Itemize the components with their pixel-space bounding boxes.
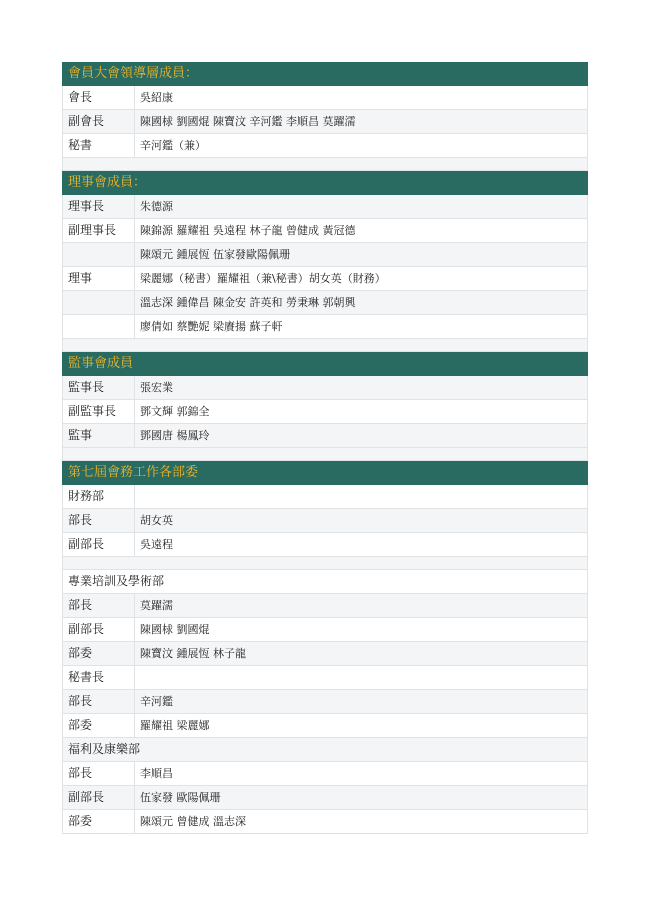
table-row xyxy=(63,86,587,110)
table-row xyxy=(63,424,587,448)
table-row xyxy=(63,134,587,158)
role-label: 副部長 xyxy=(63,533,135,556)
role-label: 部委 xyxy=(63,810,135,833)
table-row xyxy=(63,219,587,243)
role-label: 部委 xyxy=(63,642,135,665)
table-row xyxy=(63,618,587,642)
section-spacer xyxy=(63,557,587,570)
table-row xyxy=(63,594,587,618)
member-names: 溫志深 鍾偉昌 陳金安 許英和 勞秉琳 郭朝興 xyxy=(140,296,356,309)
member-names: 陳頌元 曾健成 溫志深 xyxy=(140,815,246,828)
role-label: 部長 xyxy=(63,509,135,532)
role-label: 副理事長 xyxy=(63,219,135,242)
section-header-departments: 第七屆會務工作各部委 xyxy=(62,461,588,485)
member-names: 吳紹康 xyxy=(140,91,173,104)
section-spacer xyxy=(63,158,587,171)
role-label: 理事長 xyxy=(63,195,135,218)
role-label: 副部長 xyxy=(63,618,135,641)
member-names: 胡女英 xyxy=(140,514,173,527)
table-row xyxy=(63,110,587,134)
role-label: 會長 xyxy=(63,86,135,109)
role-label: 部長 xyxy=(63,690,135,713)
table-row xyxy=(63,267,587,291)
member-names: 吳遠程 xyxy=(140,538,173,551)
member-names: 莫躍濡 xyxy=(140,599,173,612)
member-names: 廖倩如 蔡艷妮 梁賡揚 蘇子軒 xyxy=(140,320,283,333)
member-names: 張宏業 xyxy=(140,381,173,394)
section-header-supervisory: 監事會成員 xyxy=(62,352,588,376)
role-label xyxy=(63,291,135,314)
department-name-welfare: 福利及康樂部 xyxy=(63,738,587,762)
table-row xyxy=(63,315,587,339)
member-names: 鄧文輝 郭錦全 xyxy=(140,405,210,418)
table-row xyxy=(63,195,587,219)
empty-cell xyxy=(135,485,587,508)
table-row xyxy=(63,714,587,738)
department-name-label: 財務部 xyxy=(63,485,135,508)
member-names: 羅耀祖 梁麗娜 xyxy=(140,719,210,732)
table-row xyxy=(63,533,587,557)
table-row xyxy=(63,690,587,714)
member-names: 陳國梂 劉國焜 xyxy=(140,623,210,636)
section-table-general-assembly xyxy=(62,86,588,171)
department-name-label: 秘書長 xyxy=(63,666,135,689)
role-label: 監事 xyxy=(63,424,135,447)
role-label: 副監事長 xyxy=(63,400,135,423)
member-names: 梁麗娜（秘書）羅耀祖（兼\秘書）胡女英（財務） xyxy=(140,272,386,285)
member-names: 陳寶汶 鍾展恆 林子龍 xyxy=(140,647,246,660)
table-row xyxy=(63,810,587,834)
department-name-training: 專業培訓及學術部 xyxy=(63,570,587,594)
section-table-departments xyxy=(62,485,588,834)
role-label: 副會長 xyxy=(63,110,135,133)
table-row xyxy=(63,642,587,666)
member-names: 陳頌元 鍾展恆 伍家發歐陽佩珊 xyxy=(140,248,290,261)
roster-document xyxy=(62,62,588,834)
role-label xyxy=(63,243,135,266)
member-names: 朱德源 xyxy=(140,200,173,213)
member-names: 陳國梂 劉國焜 陳寶汶 辛河鑑 李順昌 莫躍濡 xyxy=(140,115,356,128)
member-names: 辛河鑑（兼） xyxy=(140,139,206,152)
section-spacer xyxy=(63,339,587,352)
role-label: 部長 xyxy=(63,762,135,785)
member-names: 辛河鑑 xyxy=(140,695,173,708)
table-row xyxy=(63,786,587,810)
role-label: 副部長 xyxy=(63,786,135,809)
table-row xyxy=(63,509,587,533)
member-names: 鄧國唐 楊鳳玲 xyxy=(140,429,210,442)
role-label: 理事 xyxy=(63,267,135,290)
member-names: 伍家發 歐陽佩珊 xyxy=(140,791,221,804)
table-row xyxy=(63,762,587,786)
section-header-council: 理事會成員： xyxy=(62,171,588,195)
role-label xyxy=(63,315,135,338)
department-name-finance xyxy=(63,485,587,509)
role-label: 秘書 xyxy=(63,134,135,157)
section-table-supervisory xyxy=(62,376,588,461)
section-header-general-assembly: 會員大會領導層成員： xyxy=(62,62,588,86)
empty-cell xyxy=(135,666,587,689)
section-table-council xyxy=(62,195,588,352)
member-names: 陳錦源 羅耀祖 吳遠程 林子龍 曾健成 黃冠德 xyxy=(140,224,356,237)
table-row xyxy=(63,376,587,400)
table-row xyxy=(63,291,587,315)
role-label: 部長 xyxy=(63,594,135,617)
role-label: 部委 xyxy=(63,714,135,737)
member-names: 李順昌 xyxy=(140,767,173,780)
role-label: 監事長 xyxy=(63,376,135,399)
table-row xyxy=(63,400,587,424)
table-row xyxy=(63,243,587,267)
department-name-secretariat xyxy=(63,666,587,690)
section-spacer xyxy=(63,448,587,461)
